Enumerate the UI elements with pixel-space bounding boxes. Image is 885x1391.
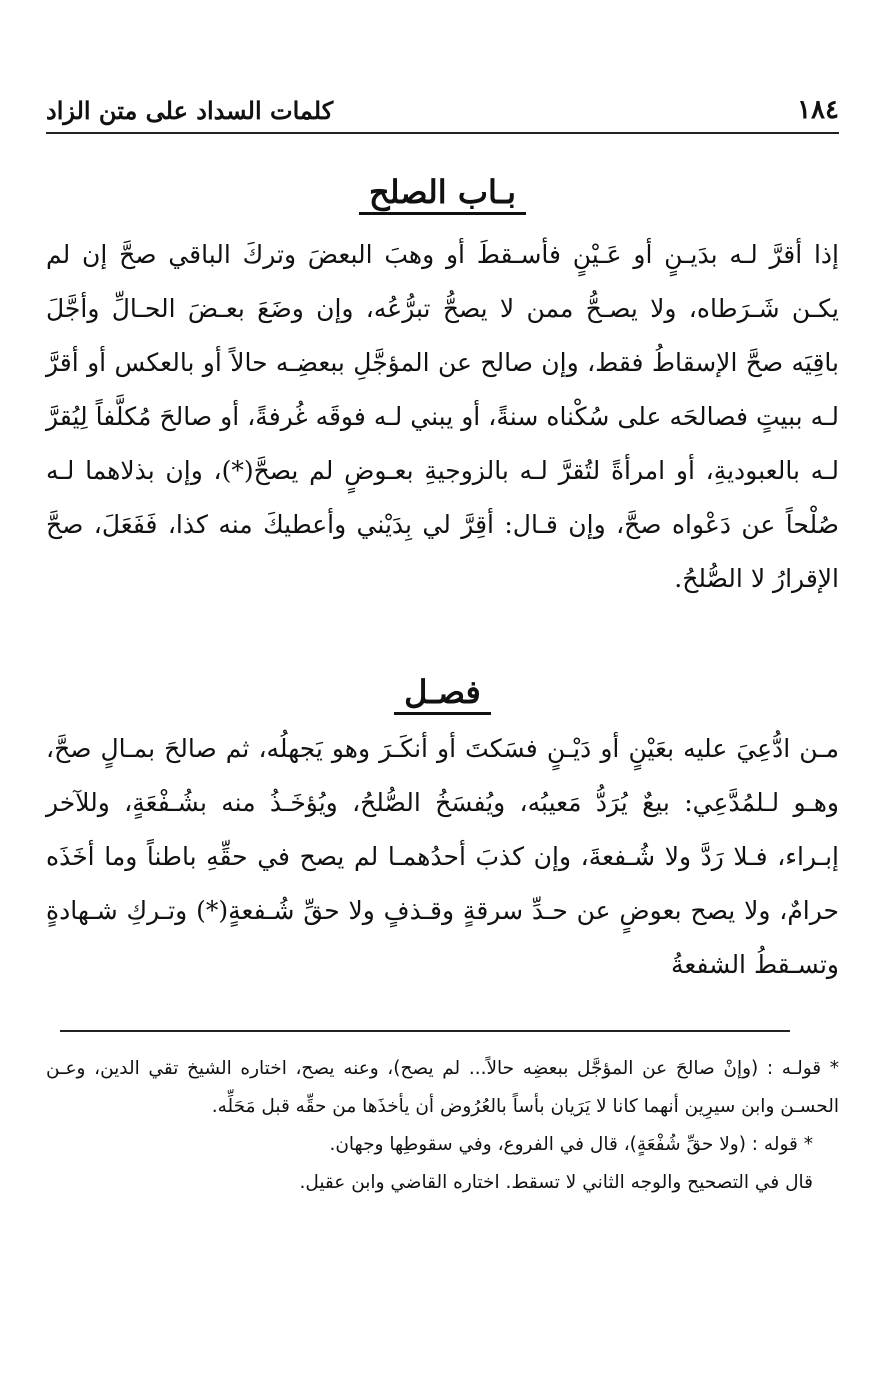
page-number: ١٨٤ (797, 95, 839, 125)
section-title-text: فصـل (394, 672, 491, 715)
book-title: كلمات السداد على متن الزاد (46, 95, 334, 125)
section-paragraph: مـن ادُّعِيَ عليه بعَيْنٍ أو دَيْـنٍ فسَكتَ أو أنكَـرَ وهو يَجهلُه، ثم صالحَ بمـالٍ صحَّ، وهـو لـلمُدَّعِي: بيعٌ يُرَدُّ مَعيبُه، ويُفسَخُ الصُّلحُ، ويُؤخَـذُ منه بشُـفْعَةٍ، وللآخر إبـراء، فـلا رَدَّ ولا شُـفعةَ، وإن كذبَ أحدُهمـا لم يصح في حقِّهِ باطناً وما أخَذَه حرامٌ، ولا يصح بعوضٍ عن حـدِّ سرقةٍ وقـذفٍ ولا حقِّ شُـفعةٍ(*) وتـركِ شـهادةٍ وتسـقطُ الشفعةُ (46, 734, 839, 979)
footnotes (46, 1050, 839, 1202)
chapter-title-text: بـاب الصلح (359, 172, 526, 215)
footnote-divider (60, 1030, 790, 1032)
running-header (46, 88, 839, 134)
footnote-2: * قوله : (ولا حقِّ شُفْعَةٍ)، قال في الفروع، وفي سقوطِها وجهان. (329, 1134, 813, 1155)
chapter-title (46, 172, 839, 215)
footnote-3: قال في التصحيح والوجه الثاني لا تسقط. اختاره القاضي وابن عقيل. (299, 1172, 813, 1193)
chapter-paragraph: إذا أقرَّ لـه بدَيـنٍ أو عَـيْنٍ فأسـقطَ أو وهبَ البعضَ وتركَ الباقي صحَّ إن لم يكـن شَـرَطاه، ولا يصـحُّ ممن لا يصحُّ تبرُّعُه، وإن وضَعَ بعـضَ الحـالِّ وأجَّلَ باقِيَه صحَّ الإسقاطُ فقط، وإن صالح عن المؤجَّلِ ببعضِـه حالاً أو بالعكس أو أقرَّ لـه ببيتٍ فصالحَه على سُكْناه سنةً، أو يبني لـه فوقَه غُرفةً، أو صالحَ مُكلَّفاً لِيُقرَّ لـه بالعبوديةِ، أو امرأةً لتُقرَّ لـه بالزوجيةِ بعـوضٍ لم يصحَّ(*)، وإن بذلاهما لـه صُلْحاً عن دَعْواه صحَّ، وإن قـال: أقِرَّ لي بِدَيْني وأعطيكَ منه كذا، فَفَعَلَ، صحَّ الإقرارُ لا الصُّلحُ. (46, 240, 839, 593)
footnote-1: * قولـه : (وإنْ صالحَ عن المؤجَّل ببعضِه حالاً... لم يصح)، وعنه يصح، اختاره الشيخ تقي الدين، وعـن الحسـن وابن سيرِين أنهما كانا لا يَرَيان بأساً بالعُرُوض أن يأخذَها من حقِّه قبل مَحَلِّه. (46, 1058, 839, 1117)
section-title (46, 672, 839, 715)
